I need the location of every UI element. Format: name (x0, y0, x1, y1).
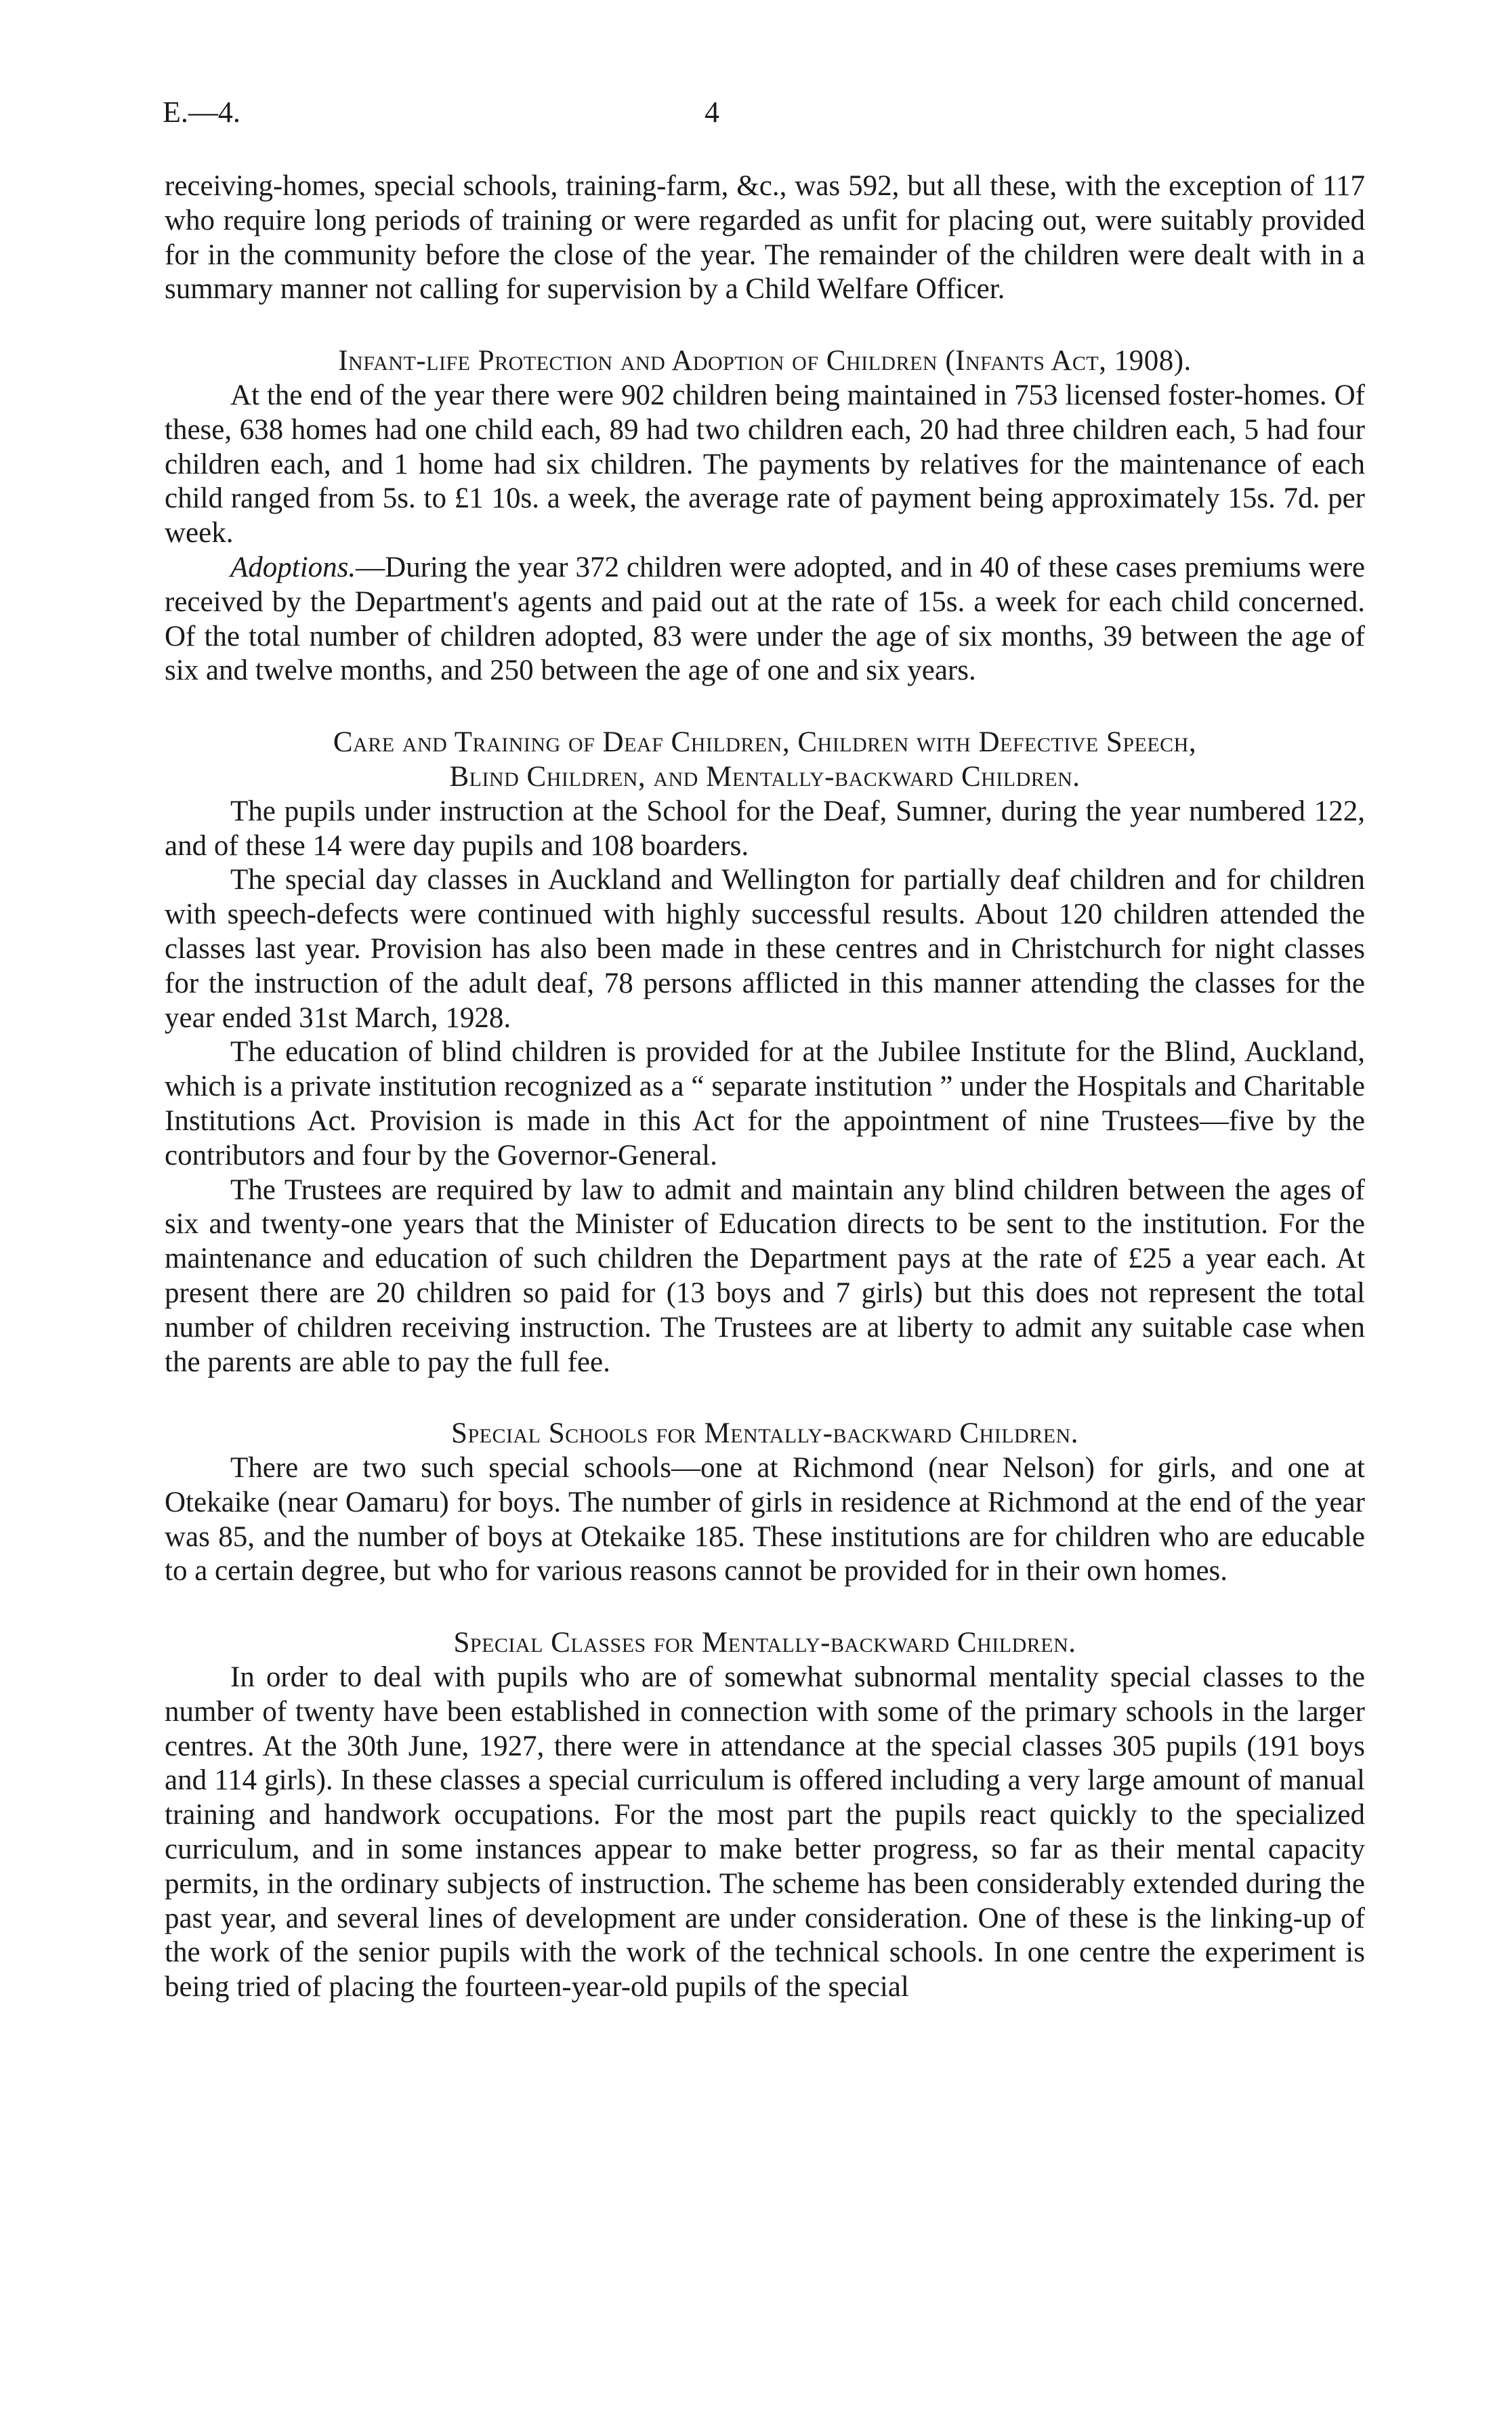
paragraph-continuation: receiving-homes, special schools, training-farm, &c., was 592, but all these, with the exception of 117 who require long periods of training or were regarded as unfit for placing out, were suitably provided for in the community before the close of the year. The remainder of the children were dealt with in a summary manner not calling for supervision by a Child Welfare Officer. (165, 170, 1365, 306)
heading-infant-life-protection: Infant-life Protection and Adoption of Children (Infants Act, 1908). (338, 345, 1192, 377)
section-spacer (165, 1589, 1365, 1626)
paragraph-foster-homes: At the end of the year there were 902 children being maintained in 753 licensed foster-homes. Of these, 638 homes had one child each, 89 had two children each, 20 had three children each, 5 had four children each, and 1 home had six children. The payments by relatives for the maintenance of each child ranged from 5s. to £1 10s. a week, the average rate of payment being approximately 15s. 7d. per week. (165, 379, 1365, 549)
section-spacer (165, 688, 1365, 726)
paragraph-special-day-classes: The special day classes in Auckland and Wellington for partially deaf children and for children with speech-defects were continued with highly successful results. About 120 children attended the classes last year. Provision has also been made in these centres and in Christchurch for night classes for the instruction of the adult deaf, 78 persons afflicted in this manner attending the classes for the year ended 31st March, 1928. (165, 864, 1365, 1034)
page-body (165, 169, 1365, 2005)
heading-care-and-training-line1: Care and Training of Deaf Children, Children with Defective Speech, (333, 726, 1197, 759)
page-number: 4 (705, 96, 719, 129)
heading-care-and-training-line2: Blind Children, and Mentally-backward Children. (449, 760, 1080, 793)
paragraph-adoptions (165, 551, 1365, 688)
paragraph-school-for-deaf: The pupils under instruction at the School for the Deaf, Sumner, during the year numbered 122, and of these 14 were day pupils and 108 boarders. (165, 795, 1365, 862)
heading-special-schools: Special Schools for Mentally-backward Children. (451, 1417, 1078, 1450)
paragraph-special-schools: There are two such special schools—one at Richmond (near Nelson) for girls, and one at Otekaike (near Oamaru) for boys. The number of girls in residence at Richmond at the end of the year was 85, and the number of boys at Otekaike 185. These institutions are for children who are educable to a certain degree, but who for various reasons cannot be provided for in their own homes. (165, 1452, 1365, 1587)
document-reference: E.—4. (163, 96, 240, 129)
heading-special-classes: Special Classes for Mentally-backward Children. (453, 1627, 1076, 1659)
adoptions-lead: Adoptions. (230, 551, 356, 583)
paragraph-blind-education: The education of blind children is provided for at the Jubilee Institute for the Blind, Auckland, which is a private institution recognized as a “ separate institution ” under the Hospitals and Charitable Institutions Act. Provision is made in this Act for the appointment of nine Trustees—five by the contributors and four by the Governor-General. (165, 1036, 1365, 1171)
paragraph-special-classes: In order to deal with pupils who are of somewhat subnormal mentality special classes to the number of twenty have been established in connection with some of the primary schools in the larger centres. At the 30th June, 1927, there were in attendance at the special classes 305 pupils (191 boys and 114 girls). In these classes a special curriculum is offered including a very large amount of manual training and handwork occupations. For the most part the pupils react quickly to the specialized curriculum, and in some instances appear to make better progress, so far as their mental capacity permits, in the ordinary subjects of instruction. The scheme has been considerably extended during the past year, and several lines of development are under consideration. One of these is the linking-up of the work of the senior pupils with the work of the technical schools. In one centre the experiment is being tried of placing the fourteen-year-old pupils of the special (165, 1661, 1365, 2003)
adoptions-text: —During the year 372 children were adopted, and in 40 of these cases premiums were received by the Department's agents and paid out at the rate of 15s. a week for each child concerned. Of the total number of children adopted, 83 were under the age of six months, 39 between the age of six and twelve months, and 250 between the age of one and six years. (165, 551, 1365, 687)
paragraph-trustees: The Trustees are required by law to admit and maintain any blind children between the ages of six and twenty-one years that the Minister of Education directs to be sent to the institution. For the maintenance and education of such children the Department pays at the rate of £25 a year each. At present there are 20 children so paid for (13 boys and 7 girls) but this does not represent the total number of children receiving instruction. The Trustees are at liberty to admit any suitable case when the parents are able to pay the full fee. (165, 1173, 1365, 1378)
section-spacer (165, 1379, 1365, 1417)
page-header (163, 95, 1362, 136)
section-spacer (165, 307, 1365, 344)
